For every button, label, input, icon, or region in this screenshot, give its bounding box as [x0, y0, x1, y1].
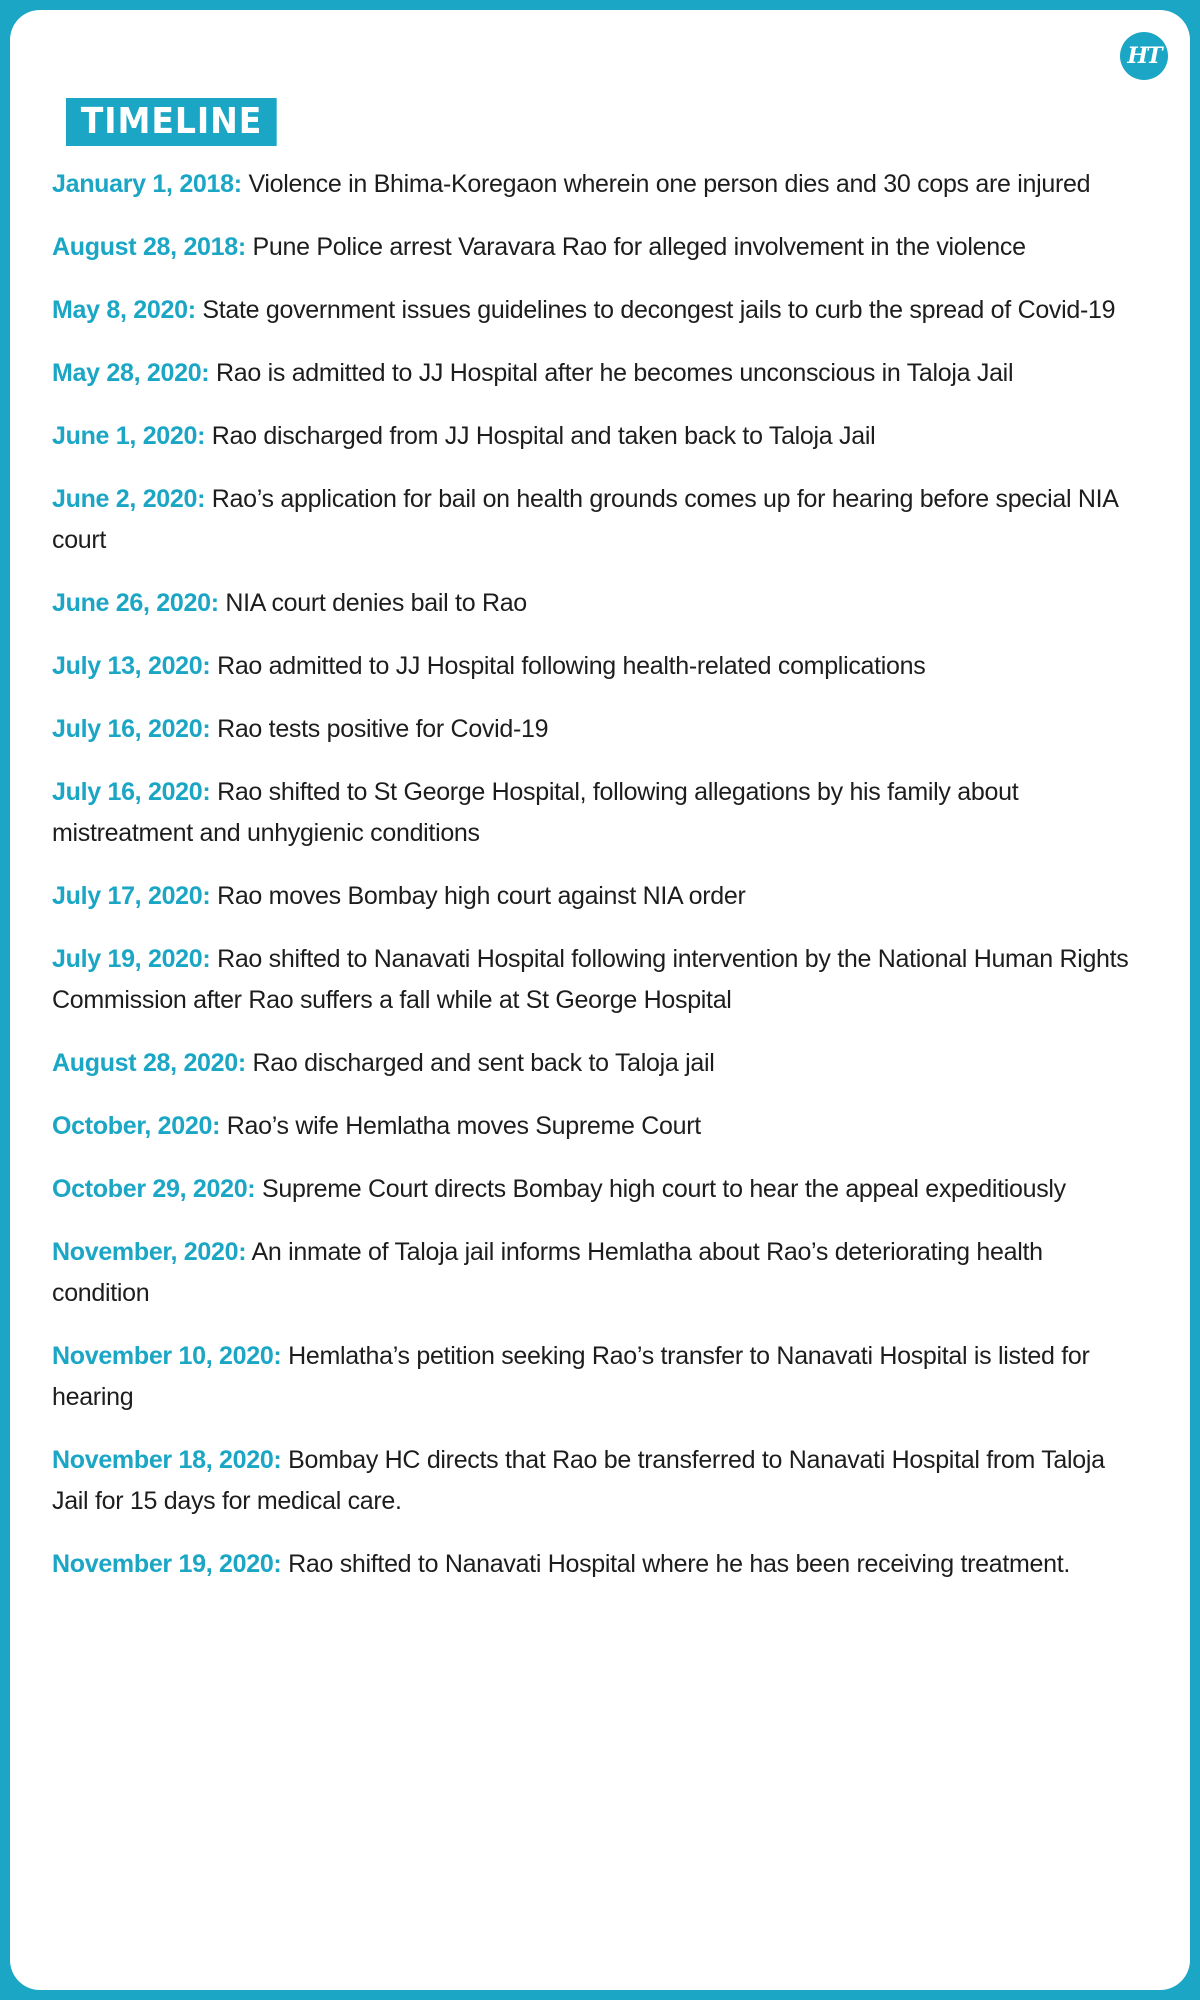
- entry-text: NIA court denies bail to Rao: [225, 589, 527, 617]
- entry-text: Rao shifted to Nanavati Hospital where he has been receiving treatment.: [288, 1550, 1071, 1578]
- timeline-entry: [52, 772, 1142, 854]
- timeline-entry: [52, 416, 1142, 457]
- entry-text: Pune Police arrest Varavara Rao for alleged involvement in the violence: [252, 233, 1026, 261]
- entry-date: October, 2020:: [52, 1112, 221, 1140]
- page-title: TIMELINE: [66, 98, 277, 146]
- entry-date: May 28, 2020:: [52, 359, 210, 387]
- entry-text: An inmate of Taloja jail informs Hemlatha about Rao’s deteriorating health condition: [52, 1238, 1043, 1307]
- entry-date: July 13, 2020:: [52, 652, 211, 680]
- entry-date: July 19, 2020:: [52, 945, 211, 973]
- entry-date: May 8, 2020:: [52, 296, 196, 324]
- entry-text: Violence in Bhima-Koregaon wherein one person dies and 30 cops are injured: [248, 170, 1091, 198]
- entry-date: November 18, 2020:: [52, 1446, 282, 1474]
- timeline-entry: [52, 1544, 1142, 1585]
- entry-date: January 1, 2018:: [52, 170, 242, 198]
- timeline-card: [10, 10, 1190, 1990]
- timeline-entry: [52, 1106, 1142, 1147]
- ht-logo-icon: HT: [1120, 32, 1168, 80]
- timeline-entry: [52, 709, 1142, 750]
- entry-text: Rao is admitted to JJ Hospital after he becomes unconscious in Taloja Jail: [215, 359, 1014, 387]
- entry-text: Rao shifted to St George Hospital, following allegations by his family about mistreatment and unhygienic conditions: [52, 778, 1019, 847]
- entry-text: Supreme Court directs Bombay high court to hear the appeal expeditiously: [262, 1175, 1066, 1203]
- timeline-entry: [52, 939, 1142, 1021]
- entry-text: Rao admitted to JJ Hospital following health-related complications: [217, 652, 926, 680]
- timeline-entry: [52, 876, 1142, 917]
- timeline-entry: [52, 1440, 1142, 1522]
- timeline-entry: [52, 583, 1142, 624]
- timeline-entry: [52, 1232, 1142, 1314]
- entry-text: Hemlatha’s petition seeking Rao’s transfer to Nanavati Hospital is listed for hearing: [52, 1342, 1090, 1411]
- entry-text: Rao shifted to Nanavati Hospital following intervention by the National Human Rights Commission after Rao suffers a fall while at St George Hospital: [52, 945, 1129, 1014]
- entry-text: Rao discharged and sent back to Taloja jail: [252, 1049, 715, 1077]
- timeline-entry: [52, 1336, 1142, 1418]
- timeline-entry: [52, 646, 1142, 687]
- entry-date: June 2, 2020:: [52, 485, 206, 513]
- entry-date: July 17, 2020:: [52, 882, 211, 910]
- timeline-entry: [52, 1169, 1142, 1210]
- entry-date: July 16, 2020:: [52, 715, 211, 743]
- timeline-list: [52, 164, 1142, 1585]
- entry-date: July 16, 2020:: [52, 778, 211, 806]
- entry-text: Rao discharged from JJ Hospital and taken back to Taloja Jail: [211, 422, 876, 450]
- entry-text: Rao’s wife Hemlatha moves Supreme Court: [226, 1112, 701, 1140]
- timeline-entry: [52, 353, 1142, 394]
- entry-date: November 19, 2020:: [52, 1550, 282, 1578]
- entry-text: Bombay HC directs that Rao be transferred to Nanavati Hospital from Taloja Jail for 15 days for medical care.: [52, 1446, 1105, 1515]
- timeline-entry: [52, 164, 1142, 205]
- entry-date: October 29, 2020:: [52, 1175, 256, 1203]
- timeline-entry: [52, 1043, 1142, 1084]
- entry-date: August 28, 2018:: [52, 233, 246, 261]
- timeline-entry: [52, 290, 1142, 331]
- timeline-entry: [52, 479, 1142, 561]
- entry-date: November 10, 2020:: [52, 1342, 282, 1370]
- entry-text: Rao’s application for bail on health grounds comes up for hearing before special NIA court: [52, 485, 1118, 554]
- entry-date: November, 2020:: [52, 1238, 247, 1266]
- entry-date: August 28, 2020:: [52, 1049, 246, 1077]
- entry-date: June 26, 2020:: [52, 589, 219, 617]
- timeline-entry: [52, 227, 1142, 268]
- entry-text: State government issues guidelines to decongest jails to curb the spread of Covid-19: [202, 296, 1116, 324]
- entry-text: Rao tests positive for Covid-19: [217, 715, 549, 743]
- entry-text: Rao moves Bombay high court against NIA order: [217, 882, 746, 910]
- entry-date: June 1, 2020:: [52, 422, 206, 450]
